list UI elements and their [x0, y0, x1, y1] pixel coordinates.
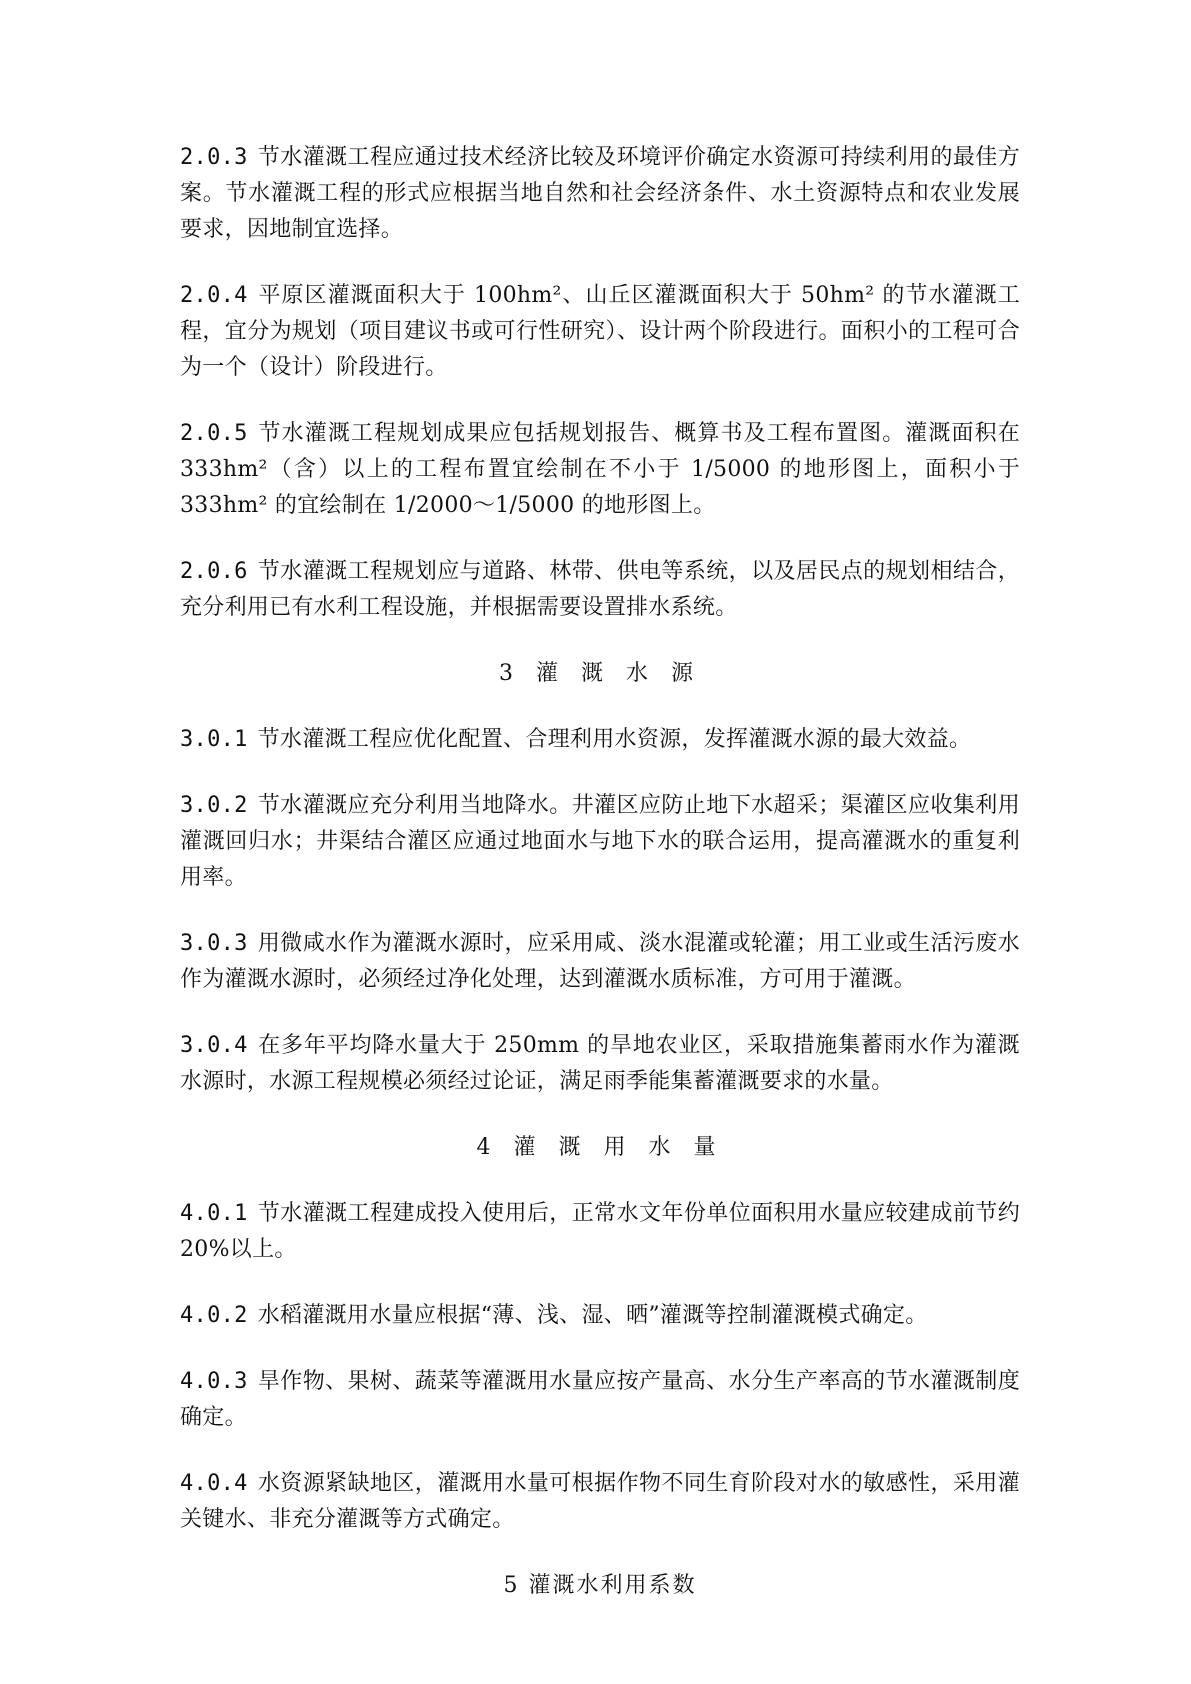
clause-text: 旱作物、果树、蔬菜等灌溉用水量应按产量高、水分生产率高的节水灌溉制度确定。 — [180, 1369, 1020, 1430]
clause-number: 2.0.5 — [180, 421, 248, 446]
clause-text: 节水灌溉工程建成投入使用后，正常水文年份单位面积用水量应较建成前节约 20%以上。 — [180, 1201, 1020, 1262]
clause-text: 节水灌溉工程应优化配置、合理利用水资源，发挥灌溉水源的最大效益。 — [257, 727, 972, 752]
clause-text: 平原区灌溉面积大于 100hm²、山丘区灌溉面积大于 50hm² 的节水灌溉工程，宜分为规划（项目建议书或可行性研究）、设计两个阶段进行。面积小的工程可合为一个（设计）阶段进行。 — [180, 283, 1020, 380]
clause-number: 4.0.2 — [180, 1303, 248, 1328]
clause-number: 4.0.3 — [180, 1369, 248, 1394]
clause-text: 在多年平均降水量大于 250mm 的旱地农业区，采取措施集蓄雨水作为灌溉水源时，水源工程规模必须经过论证，满足雨季能集蓄灌溉要求的水量。 — [180, 1033, 1020, 1094]
clause-2-0-3 — [180, 140, 1020, 248]
clause-4-0-1 — [180, 1196, 1020, 1268]
clause-text: 节水灌溉工程规划应与道路、林带、供电等系统，以及居民点的规划相结合，充分利用已有水利工程设施，并根据需要设置排水系统。 — [180, 559, 1020, 620]
section-heading-irrigation-water-source: 3 灌 溉 水 源 — [499, 661, 701, 686]
clause-number: 2.0.4 — [180, 283, 248, 308]
clause-number: 2.0.6 — [180, 559, 248, 584]
clause-text: 节水灌溉工程应通过技术经济比较及环境评价确定水资源可持续利用的最佳方案。节水灌溉工程的形式应根据当地自然和社会经济条件、水土资源特点和农业发展要求，因地制宜选择。 — [180, 145, 1020, 242]
clause-number: 3.0.1 — [180, 727, 248, 752]
clause-4-0-3 — [180, 1364, 1020, 1436]
clause-text: 用微咸水作为灌溉水源时，应采用咸、淡水混灌或轮灌；用工业或生活污废水作为灌溉水源时，必须经过净化处理，达到灌溉水质标准，方可用于灌溉。 — [180, 931, 1020, 992]
clause-2-0-6 — [180, 554, 1020, 626]
clause-2-0-5 — [180, 416, 1020, 524]
clause-2-0-4 — [180, 278, 1020, 386]
clause-text: 节水灌溉工程规划成果应包括规划报告、概算书及工程布置图。灌溉面积在 333hm²（含）以上的工程布置宜绘制在不小于 1/5000 的地形图上，面积小于333hm² 的宜绘制在 1/2000～1/5000 的地形图上。 — [180, 421, 1020, 518]
clause-number: 4.0.4 — [180, 1471, 248, 1496]
clause-4-0-4 — [180, 1466, 1020, 1538]
clause-number: 3.0.2 — [180, 793, 248, 818]
clause-number: 3.0.3 — [180, 931, 248, 956]
clause-3-0-2 — [180, 788, 1020, 896]
clause-number: 2.0.3 — [180, 145, 248, 170]
clause-text: 水资源紧缺地区，灌溉用水量可根据作物不同生育阶段对水的敏感性，采用灌关键水、非充分灌溉等方式确定。 — [180, 1471, 1020, 1532]
clause-number: 3.0.4 — [180, 1033, 248, 1058]
clause-text: 水稻灌溉用水量应根据“薄、浅、湿、晒”灌溉等控制灌溉模式确定。 — [257, 1303, 928, 1328]
clause-3-0-4 — [180, 1028, 1020, 1100]
clause-3-0-3 — [180, 926, 1020, 998]
clause-4-0-2 — [180, 1298, 1020, 1334]
clause-3-0-1 — [180, 722, 1020, 758]
clause-number: 4.0.1 — [180, 1201, 248, 1226]
section-heading-water-use-coefficient: 5 灌溉水利用系数 — [503, 1573, 697, 1598]
section-heading-irrigation-water-amount: 4 灌 溉 用 水 量 — [476, 1135, 724, 1160]
document-page — [180, 140, 1020, 1634]
clause-text: 节水灌溉应充分利用当地降水。井灌区应防止地下水超采；渠灌区应收集利用灌溉回归水；井渠结合灌区应通过地面水与地下水的联合运用，提高灌溉水的重复利用率。 — [180, 793, 1020, 890]
